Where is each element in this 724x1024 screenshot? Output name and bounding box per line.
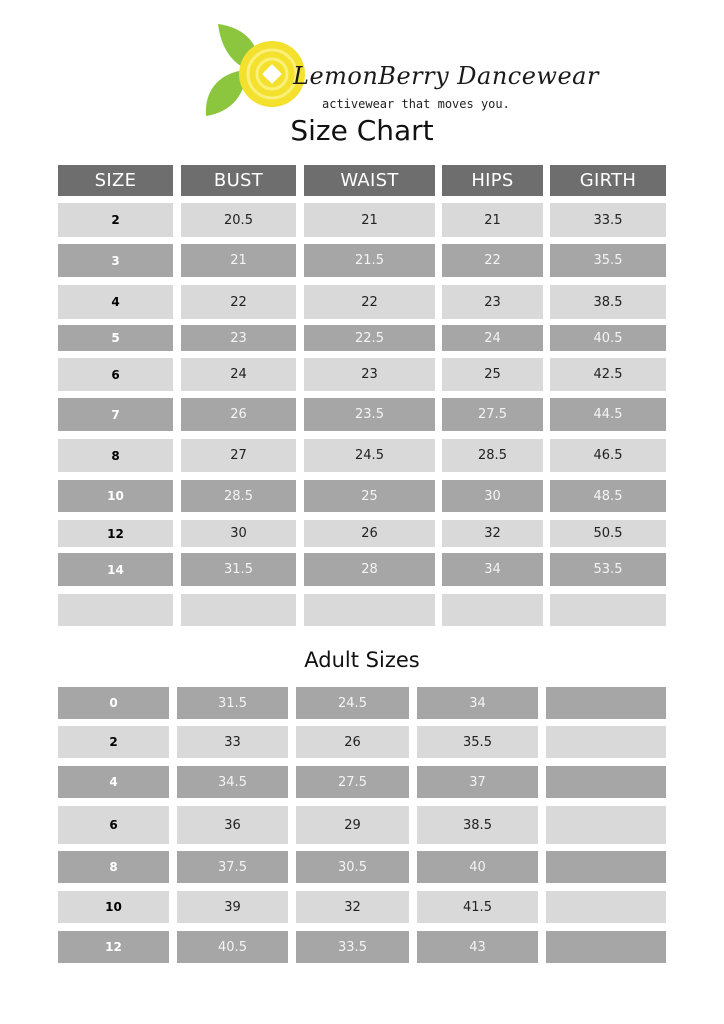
- table-cell-waist: 29: [296, 806, 409, 844]
- table-cell-hips: [442, 594, 543, 626]
- table-cell-waist: 32: [296, 891, 409, 923]
- table-cell-waist: 24.5: [304, 439, 435, 472]
- table-cell-hips: 24: [442, 325, 543, 351]
- table-cell-hips: 40: [417, 851, 538, 883]
- table-cell-hips: 32: [442, 520, 543, 547]
- table-cell-hips: 25: [442, 358, 543, 391]
- table-cell-bust: 31.5: [181, 553, 296, 586]
- column-header-size: SIZE: [58, 165, 173, 196]
- table-cell-girth: [546, 806, 666, 844]
- table-cell-girth: 46.5: [550, 439, 666, 472]
- table-cell-bust: 37.5: [177, 851, 288, 883]
- table-cell-bust: 30: [181, 520, 296, 547]
- table-cell-size: 0: [58, 687, 169, 719]
- table-cell-girth: 40.5: [550, 325, 666, 351]
- table-cell-waist: 23.5: [304, 398, 435, 431]
- table-cell-waist: 26: [304, 520, 435, 547]
- table-cell-hips: 34: [417, 687, 538, 719]
- table-cell-girth: [546, 766, 666, 798]
- table-cell-bust: 34.5: [177, 766, 288, 798]
- table-cell-bust: 20.5: [181, 203, 296, 237]
- table-cell-waist: 22: [304, 285, 435, 319]
- table-cell-size: 6: [58, 358, 173, 391]
- table-cell-size: 8: [58, 851, 169, 883]
- table-cell-hips: 38.5: [417, 806, 538, 844]
- table-cell-size: 3: [58, 244, 173, 277]
- table-cell-girth: 38.5: [550, 285, 666, 319]
- table-cell-bust: [181, 594, 296, 626]
- table-cell-waist: 25: [304, 480, 435, 512]
- table-cell-girth: [550, 594, 666, 626]
- table-cell-girth: [546, 851, 666, 883]
- table-cell-bust: 24: [181, 358, 296, 391]
- table-cell-waist: 22.5: [304, 325, 435, 351]
- table-cell-size: 12: [58, 520, 173, 547]
- column-header-hips: HIPS: [442, 165, 543, 196]
- adult-sizes-title: Adult Sizes: [304, 648, 420, 672]
- table-cell-hips: 35.5: [417, 726, 538, 758]
- table-cell-girth: 50.5: [550, 520, 666, 547]
- table-cell-size: 12: [58, 931, 169, 963]
- brand-tagline: activewear that moves you.: [322, 97, 510, 111]
- table-cell-girth: 53.5: [550, 553, 666, 586]
- column-header-waist: WAIST: [304, 165, 435, 196]
- table-cell-hips: 30: [442, 480, 543, 512]
- table-cell-hips: 34: [442, 553, 543, 586]
- table-cell-hips: 41.5: [417, 891, 538, 923]
- table-cell-girth: [546, 726, 666, 758]
- column-header-bust: BUST: [181, 165, 296, 196]
- table-cell-waist: 28: [304, 553, 435, 586]
- table-cell-bust: 27: [181, 439, 296, 472]
- table-cell-waist: 33.5: [296, 931, 409, 963]
- table-cell-girth: [546, 891, 666, 923]
- table-cell-hips: 23: [442, 285, 543, 319]
- table-cell-bust: 28.5: [181, 480, 296, 512]
- size-chart-title: Size Chart: [290, 114, 434, 147]
- table-cell-waist: 21.5: [304, 244, 435, 277]
- table-cell-girth: 44.5: [550, 398, 666, 431]
- table-cell-size: 7: [58, 398, 173, 431]
- table-cell-bust: 21: [181, 244, 296, 277]
- table-cell-bust: 36: [177, 806, 288, 844]
- table-cell-waist: 30.5: [296, 851, 409, 883]
- table-cell-size: 10: [58, 891, 169, 923]
- table-cell-waist: 21: [304, 203, 435, 237]
- table-cell-hips: 28.5: [442, 439, 543, 472]
- table-cell-hips: 27.5: [442, 398, 543, 431]
- table-cell-bust: 26: [181, 398, 296, 431]
- table-cell-waist: 27.5: [296, 766, 409, 798]
- table-cell-size: 6: [58, 806, 169, 844]
- table-cell-bust: 39: [177, 891, 288, 923]
- table-cell-girth: 35.5: [550, 244, 666, 277]
- table-cell-bust: 40.5: [177, 931, 288, 963]
- table-cell-size: 8: [58, 439, 173, 472]
- table-cell-waist: 26: [296, 726, 409, 758]
- table-cell-size: 2: [58, 726, 169, 758]
- table-cell-size: 2: [58, 203, 173, 237]
- table-cell-girth: [546, 687, 666, 719]
- table-cell-size: [58, 594, 173, 626]
- column-header-girth: GIRTH: [550, 165, 666, 196]
- table-cell-bust: 31.5: [177, 687, 288, 719]
- table-cell-girth: 33.5: [550, 203, 666, 237]
- table-cell-hips: 43: [417, 931, 538, 963]
- table-cell-girth: 48.5: [550, 480, 666, 512]
- table-cell-size: 14: [58, 553, 173, 586]
- table-cell-hips: 22: [442, 244, 543, 277]
- table-cell-size: 4: [58, 285, 173, 319]
- table-cell-bust: 22: [181, 285, 296, 319]
- table-cell-hips: 37: [417, 766, 538, 798]
- brand-name: LemonBerry Dancewear: [293, 62, 599, 90]
- table-cell-hips: 21: [442, 203, 543, 237]
- table-cell-size: 4: [58, 766, 169, 798]
- table-cell-size: 10: [58, 480, 173, 512]
- table-cell-bust: 23: [181, 325, 296, 351]
- table-cell-waist: 24.5: [296, 687, 409, 719]
- table-cell-bust: 33: [177, 726, 288, 758]
- table-cell-size: 5: [58, 325, 173, 351]
- table-cell-waist: [304, 594, 435, 626]
- table-cell-girth: 42.5: [550, 358, 666, 391]
- table-cell-girth: [546, 931, 666, 963]
- table-cell-waist: 23: [304, 358, 435, 391]
